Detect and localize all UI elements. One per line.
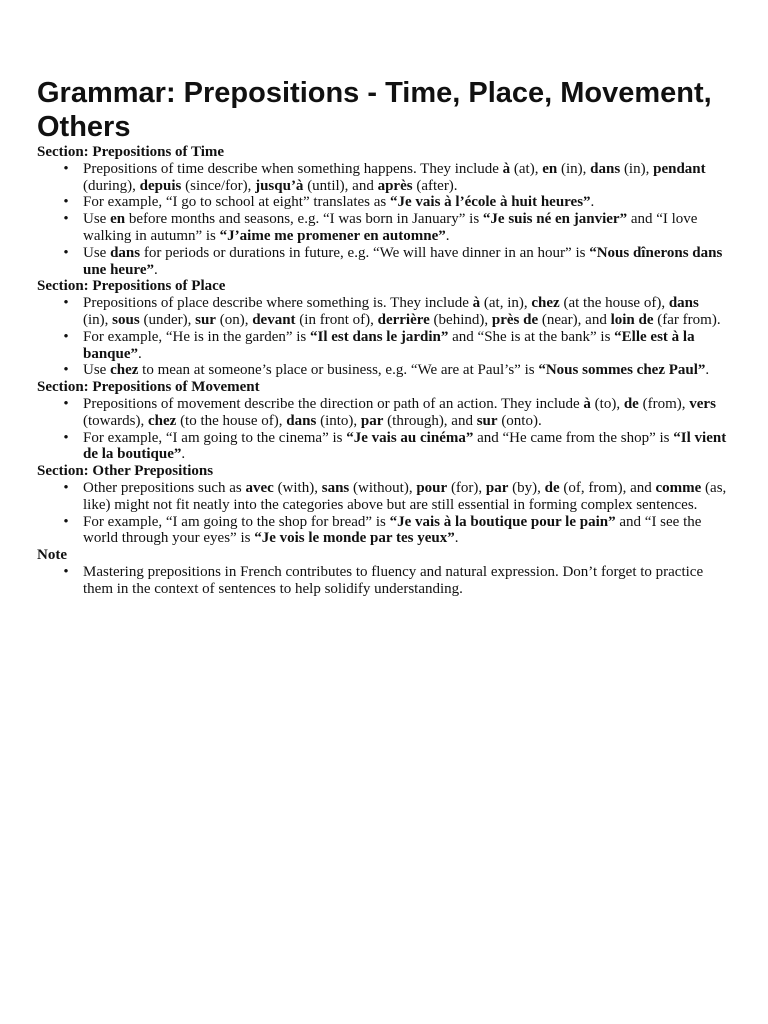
text-run: Use <box>83 244 111 261</box>
text-run: (in), <box>620 160 654 177</box>
bold-term: à <box>502 160 511 177</box>
bold-term: à <box>583 395 591 412</box>
section <box>37 278 727 379</box>
bullet-list <box>37 480 727 547</box>
bold-term: “J’aime me promener en automne” <box>219 227 446 244</box>
bold-term: sur <box>476 412 498 429</box>
text-run: Use <box>83 362 111 379</box>
text-run: (on), <box>215 311 253 328</box>
section <box>37 379 727 463</box>
list-item <box>63 395 727 430</box>
bold-term: chez <box>531 295 560 312</box>
section <box>37 463 727 547</box>
bold-term: jusqu’à <box>255 177 304 194</box>
text-run: . <box>181 446 186 463</box>
document-body <box>37 144 727 598</box>
bold-term: à <box>472 295 481 312</box>
list-item <box>63 479 727 514</box>
list-item <box>63 295 727 329</box>
text-run: (in), <box>557 160 591 177</box>
bullet-icon: • <box>63 395 69 412</box>
section-heading: Note <box>37 547 67 564</box>
text-run: Prepositions of movement describe the direction or path of an action. They include <box>83 395 584 412</box>
bold-term: depuis <box>139 177 182 194</box>
bold-term: “Je vais à l’école à huit heures” <box>390 194 591 211</box>
text-run: (during), <box>83 177 140 194</box>
bold-term: sur <box>195 311 216 328</box>
text-run: (at, in), <box>480 295 532 312</box>
text-run: (for), <box>447 479 486 496</box>
text-run: Use <box>83 211 111 228</box>
bold-term: loin de <box>610 311 654 328</box>
text-run: (after). <box>412 177 458 194</box>
text-run: before months and seasons, e.g. “I was born in January” is <box>125 211 483 228</box>
bold-term: “Elle est à la banque” <box>83 328 695 362</box>
bullet-icon: • <box>63 479 69 496</box>
text-run: For example, “I go to school at eight” translates as <box>83 194 390 211</box>
text-run: (of, from), and <box>559 479 656 496</box>
text-run: . <box>590 194 595 211</box>
bullet-list <box>37 295 727 379</box>
bold-term: comme <box>655 479 702 496</box>
bold-term: près de <box>491 311 539 328</box>
text-run: (near), and <box>538 311 611 328</box>
text-run: and “She is at the bank” is <box>448 328 615 345</box>
bold-term: “Nous sommes chez Paul” <box>538 362 706 379</box>
bold-term: de <box>544 479 560 496</box>
bullet-icon: • <box>63 513 69 530</box>
bullet-icon: • <box>63 328 69 345</box>
text-run: (far from). <box>653 311 721 328</box>
text-run: (through), and <box>383 412 477 429</box>
text-run: (at the house of), <box>559 295 669 312</box>
bold-term: dans <box>590 160 621 177</box>
text-run: to mean at someone’s place or business, e.g. “We are at Paul’s” is <box>138 362 539 379</box>
text-run: (as, like) might not fit neatly into the categories above but are still essential in forming complex sentences. <box>83 479 727 513</box>
bullet-list <box>37 396 727 463</box>
text-run: (behind), <box>429 311 492 328</box>
text-run: . <box>445 227 450 244</box>
text-run: and “He came from the shop” is <box>473 429 674 446</box>
bold-term: derrière <box>377 311 430 328</box>
list-item <box>63 211 727 245</box>
text-run: for periods or durations in future, e.g. “We will have dinner in an hour” is <box>140 244 590 261</box>
list-item <box>63 513 727 548</box>
text-run: . <box>705 362 710 379</box>
text-run: (with), <box>273 479 322 496</box>
bold-term: par <box>360 412 384 429</box>
bullet-icon: • <box>63 211 69 228</box>
bold-term: en <box>110 211 126 228</box>
text-run: . <box>454 530 459 547</box>
bold-term: “Je vais au cinéma” <box>346 429 474 446</box>
text-run: (by), <box>508 479 545 496</box>
text-run: (in front of), <box>295 311 378 328</box>
bold-term: “Nous dînerons dans une heure” <box>83 244 723 278</box>
bold-term: sans <box>321 479 350 496</box>
text-run: . <box>153 261 158 278</box>
bold-term: chez <box>110 362 139 379</box>
list-item <box>63 244 727 279</box>
text-run: For example, “I am going to the shop for bread” is <box>83 513 390 530</box>
bold-term: vers <box>689 395 716 412</box>
bold-term: devant <box>252 311 296 328</box>
list-item <box>63 563 727 598</box>
bold-term: dans <box>668 295 699 312</box>
text-run: (towards), <box>83 412 148 429</box>
bold-term: “Il est dans le jardin” <box>310 328 449 345</box>
text-run: (into), <box>316 412 361 429</box>
text-run: (to the house of), <box>176 412 287 429</box>
bullet-list <box>37 161 727 279</box>
text-run: and “I see the world through your eyes” is <box>83 513 702 547</box>
bold-term: après <box>377 177 413 194</box>
text-run: (from), <box>638 395 690 412</box>
bullet-icon: • <box>63 295 69 312</box>
text-run: and “I love walking in autumn” is <box>83 211 698 244</box>
section-heading: Section: Prepositions of Place <box>37 278 226 295</box>
bold-term: sous <box>112 311 140 328</box>
bold-term: pour <box>416 479 448 496</box>
bold-term: avec <box>245 479 274 496</box>
text-run: For example, “I am going to the cinema” is <box>83 429 347 446</box>
text-run: Prepositions of time describe when something happens. They include <box>83 160 503 177</box>
bullet-icon: • <box>63 563 69 580</box>
bold-term: de <box>623 395 639 412</box>
bullet-icon: • <box>63 429 69 446</box>
bullet-list <box>37 564 727 598</box>
bold-term: dans <box>110 244 141 261</box>
list-item <box>63 429 727 464</box>
section <box>37 547 727 597</box>
text-run: Prepositions of place describe where something is. They include <box>83 295 473 312</box>
list-item <box>63 362 727 379</box>
bullet-icon: • <box>63 194 69 211</box>
bullet-icon: • <box>63 244 69 261</box>
bold-term: en <box>542 160 558 177</box>
text-run: For example, “He is in the garden” is <box>83 328 311 345</box>
text-run: (in), <box>83 311 113 328</box>
bold-term: dans <box>286 412 317 429</box>
text-run: (under), <box>139 311 196 328</box>
text-run: . <box>138 345 142 362</box>
document-page <box>37 76 727 598</box>
section-heading: Section: Prepositions of Time <box>37 144 225 160</box>
list-item <box>63 160 727 195</box>
section-heading: Section: Prepositions of Movement <box>37 379 260 396</box>
section-heading: Section: Other Prepositions <box>37 463 214 480</box>
text-run: (without), <box>349 479 417 496</box>
bullet-icon: • <box>63 160 69 177</box>
text-run: (at), <box>510 160 543 177</box>
page-title: Grammar: Prepositions - Time, Place, Movement, Others <box>37 77 712 143</box>
bold-term: chez <box>147 412 177 429</box>
bold-term: “Je vois le monde par tes yeux” <box>254 530 455 547</box>
bold-term: “Je suis né en janvier” <box>482 211 628 228</box>
bold-term: pendant <box>653 160 706 177</box>
bold-term: par <box>485 479 509 496</box>
bold-term: “Il vient de la boutique” <box>83 429 727 463</box>
text-run: (onto). <box>497 412 542 429</box>
bold-term: “Je vais à la boutique pour le pain” <box>389 513 616 530</box>
list-item <box>63 194 727 211</box>
section <box>37 144 727 278</box>
text-run: (since/for), <box>181 177 256 194</box>
text-run: Other prepositions such as <box>83 479 246 496</box>
list-item <box>63 328 727 363</box>
text-run: Mastering prepositions in French contributes to fluency and natural expression. Don’t forget to practice them in the context of sentences to help solidify understanding. <box>83 563 704 597</box>
text-run: (to), <box>590 395 624 412</box>
text-run: (until), and <box>303 177 378 194</box>
bullet-icon: • <box>63 362 69 379</box>
